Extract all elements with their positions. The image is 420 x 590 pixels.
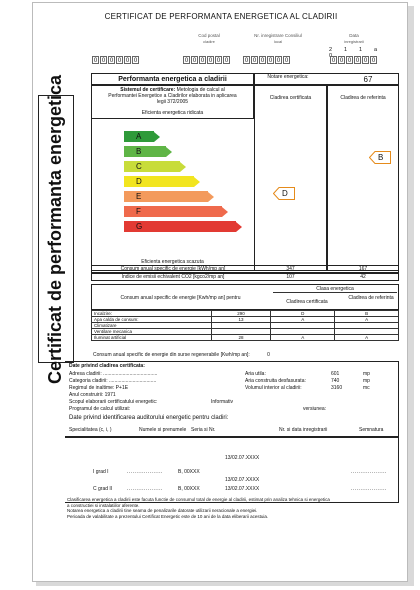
footnote-2: a constructiei si instalatiilor aferente. bbox=[67, 502, 140, 508]
table-cell-label: Apa calda de consum: bbox=[92, 317, 212, 323]
date-value: 2 1 1 a 0 bbox=[329, 47, 383, 59]
code-box-1: 0 0 0 0 0 0 bbox=[93, 58, 138, 64]
auditor-headers: Specialitatea (c, i, ) Numele si prenumele Seria si Nr. Nr. si data inregistrarii Semnatura bbox=[69, 427, 384, 433]
energy-class-label: G bbox=[136, 222, 143, 231]
building-address: Adresa cladirii: ....................................... bbox=[69, 371, 158, 377]
consumption-label: Consum anual specific de energie [kWh/mp an] bbox=[120, 266, 226, 272]
date-label: Data bbox=[349, 33, 359, 38]
built-area-unit: mp bbox=[363, 378, 370, 384]
table-cell-reference: A bbox=[335, 335, 399, 341]
footnote-3: Notarea energetica a cladirii tine seama de penalizarile datorate utilizarii neracionale a energiei. bbox=[67, 508, 258, 513]
building-program: Programul de calcul utilizat: bbox=[69, 406, 131, 412]
auditor-name-2: ................... bbox=[127, 486, 163, 492]
footnote-4: Perioada de valabilitate a prezentului Certificat Energetic este de 10 ani de la data eliberarii acestuia. bbox=[67, 513, 269, 519]
volume-value: 3160 bbox=[331, 385, 343, 391]
auditor-title: Date privind identificarea auditorului energetic pentru cladiri: bbox=[69, 415, 229, 421]
table-cell-value: 290 bbox=[211, 311, 271, 317]
co2-label: Indice de emisii echivalent CO2 [kgco2/mp an] bbox=[121, 274, 225, 280]
auditor-date-1: 13/02.07.XXXX bbox=[225, 455, 260, 461]
auditor-frame bbox=[65, 437, 399, 503]
specific-consumption-header: Consum anual specific de energie [Kwh/mp an] pentru bbox=[120, 295, 241, 301]
auditor-signature-1: ................... bbox=[351, 469, 387, 475]
footnote-1: Clasificarea energetica a cladirii este facuta functie de consumul total de energie al cladirii, estimat prin analiza tehnica si energetica bbox=[67, 497, 330, 502]
reference-col-header: Cladirea de referinta bbox=[348, 295, 394, 301]
code-box-4: 0 0 0 0 0 0 bbox=[331, 58, 376, 64]
reference-class-header: Cladirea de referinta bbox=[340, 95, 386, 101]
auditor-name-1: ................... bbox=[127, 469, 163, 475]
co2-reference: 42 bbox=[360, 274, 366, 280]
building-year: Anul construirii: 1971 bbox=[69, 392, 116, 398]
footnotes bbox=[67, 497, 403, 519]
table-cell-value: 28 bbox=[211, 335, 271, 341]
postal-code-label: Cod postal bbox=[198, 33, 220, 38]
area-unit: mp bbox=[363, 371, 370, 377]
auditor-series-2: B, 00XXX bbox=[178, 486, 200, 492]
efficiency-high-label: Eficienta energetica ridicata bbox=[141, 110, 204, 116]
area-value: 601 bbox=[331, 371, 340, 377]
auditor-series-1: B, 00XXX bbox=[178, 469, 200, 475]
built-area-value: 740 bbox=[331, 378, 340, 384]
building-col-header: Cladirea certificata bbox=[286, 299, 328, 305]
energy-class-label: E bbox=[136, 192, 142, 201]
energy-class-bar-a bbox=[124, 131, 160, 142]
building-data-title: Date privind cladirea certificata: bbox=[69, 363, 145, 369]
table-cell-value: 13 bbox=[211, 317, 271, 323]
energy-score-value: 67 bbox=[363, 75, 373, 84]
performance-header: Performanta energetica a cladirii bbox=[91, 73, 254, 85]
certification-system-text: Sistemul de certificare: Metologia de calcul al Performantei Energetice a Cladirilor elaborata in aplicarea legii 372/2005 bbox=[108, 87, 237, 105]
postal-code-sublabel: cladire bbox=[203, 39, 215, 44]
volume-unit: mc bbox=[363, 385, 370, 391]
certificate-page bbox=[32, 2, 408, 582]
co2-building: 107 bbox=[286, 274, 295, 280]
table-cell-building: A bbox=[271, 317, 335, 323]
table-cell-building: D bbox=[271, 311, 335, 317]
energy-class-bar-c bbox=[124, 161, 186, 172]
reference-class-column bbox=[327, 85, 399, 271]
auditor-grade-1: I grad I bbox=[93, 469, 109, 475]
volume-label: Volumul interior al cladirii: bbox=[245, 385, 302, 391]
building-class-column bbox=[254, 85, 327, 271]
registration-number-label: Nr. inregistrare Consiliul bbox=[254, 33, 302, 38]
building-scope-value: Informativ bbox=[211, 399, 233, 405]
building-class-marker bbox=[273, 187, 295, 200]
date-sublabel: inregistrarii bbox=[344, 39, 364, 44]
energy-score-label: Notare energetica: bbox=[267, 74, 309, 80]
table-cell-reference: A bbox=[335, 317, 399, 323]
renewable-consumption: Consum anual specific de energie din surse regenerabile [Kwh/mp an]: 0 bbox=[93, 352, 270, 358]
energy-class-label: C bbox=[136, 162, 142, 171]
building-version: versiunea: bbox=[303, 406, 327, 412]
auditor-grade-2: C grad II bbox=[93, 486, 113, 492]
side-title: Certificat de performanta energetica bbox=[38, 95, 74, 363]
efficiency-low-label: Eficienta energetica scazuta bbox=[141, 259, 204, 265]
table-cell-label: Climatizare bbox=[92, 323, 212, 329]
auditor-date-2: 13/02.07.XXXX bbox=[225, 477, 260, 483]
building-regime: Regimul de inaltime: P+1E bbox=[69, 385, 129, 391]
area-label: Aria utila: bbox=[245, 371, 266, 377]
table-cell-label: Ventilare mecanica bbox=[92, 329, 212, 335]
consumption-table bbox=[91, 310, 399, 341]
consumption-building: 347 bbox=[286, 266, 295, 272]
code-box-3: 0 0 0 0 0 0 bbox=[244, 58, 289, 64]
energy-class-header: Clasa energetica bbox=[273, 286, 397, 293]
energy-class-label: D bbox=[136, 177, 142, 186]
reference-class-marker bbox=[369, 151, 391, 164]
table-cell-building: A bbox=[271, 335, 335, 341]
building-category: Categoria cladirii: .................................. bbox=[69, 378, 157, 384]
energy-class-bar-d bbox=[124, 176, 200, 187]
energy-class-label: B bbox=[136, 147, 142, 156]
code-box-2: 0 0 0 0 0 0 bbox=[184, 58, 229, 64]
energy-class-bar-b bbox=[124, 146, 172, 157]
table-cell-label: Iluminat artificial bbox=[92, 335, 212, 341]
building-class-letter: D bbox=[282, 189, 288, 198]
energy-class-bar-f bbox=[124, 206, 228, 217]
document-title: CERTIFICAT DE PERFORMANTA ENERGETICA AL CLADIRII bbox=[104, 12, 338, 21]
energy-class-label: F bbox=[136, 207, 141, 216]
building-scope: Scopul elaborarii certificatului energetic: bbox=[69, 399, 158, 405]
built-area-label: Aria construita desfasurata: bbox=[245, 378, 306, 384]
consumption-reference: 167 bbox=[358, 266, 368, 272]
energy-class-bar-g bbox=[124, 221, 242, 232]
building-class-header: Cladirea certificata bbox=[269, 95, 312, 101]
energy-class-bar-e bbox=[124, 191, 214, 202]
auditor-date-3: 13/02.07.XXXX bbox=[225, 486, 260, 492]
reference-class-letter: B bbox=[378, 153, 384, 162]
registration-number-sublabel: local bbox=[273, 39, 283, 44]
table-cell-reference: B bbox=[335, 311, 399, 317]
table-cell-label: Incalzire: bbox=[92, 311, 212, 317]
energy-class-label: A bbox=[136, 132, 142, 141]
table-row bbox=[92, 335, 399, 341]
auditor-signature-2: ................... bbox=[351, 486, 387, 492]
